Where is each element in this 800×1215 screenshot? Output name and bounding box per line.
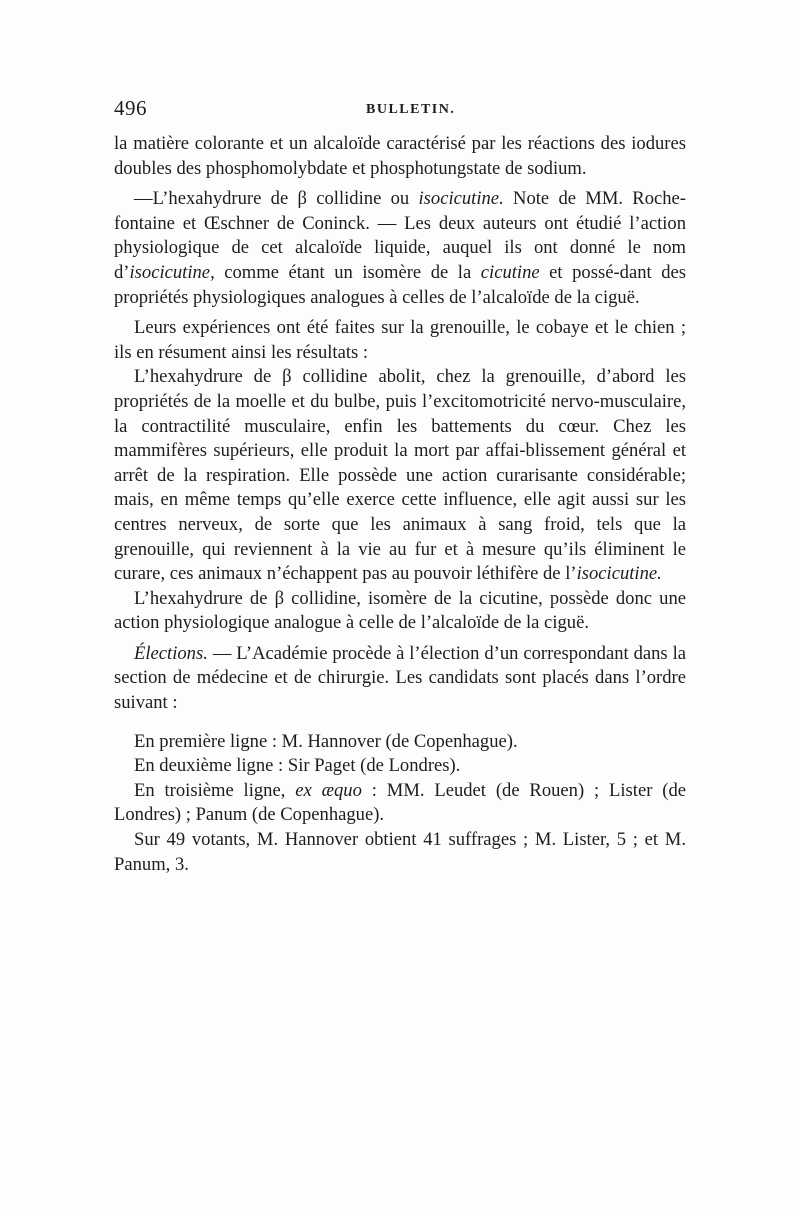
text-run: et possé-dant des propriétés physiologiques analogues à celles de l’alcaloïde de la ciguë. (114, 261, 686, 308)
body-text (114, 132, 686, 877)
paragraph-elections (114, 642, 686, 716)
paragraph-conclusion (114, 587, 686, 636)
text-run: En troisième ligne, (134, 779, 296, 801)
text-run: : MM. Leudet (de Rouen) ; Lister (de Londres) ; Panum (de Copenhague). (114, 779, 686, 826)
italic-text-run: isocicutine. (576, 563, 662, 585)
italic-text-run: cicutine (480, 261, 540, 283)
paragraph-results (114, 365, 686, 586)
candidate-line-1 (114, 730, 686, 755)
page-header (114, 96, 686, 124)
italic-text-run: isocicutine. (418, 188, 504, 210)
text-run: la matière colorante et un alcaloïde caractérisé par les réactions des iodures doubles des phosphomolybdate et phosphotungstate de sodium. (114, 133, 686, 179)
text-run: Note de MM. Roche-fontaine et Œschner de Coninck. — Les deux auteurs ont étudié l’action physiologique de cet alcaloïde liquide, auquel ils ont donné le nom d’ (114, 188, 687, 283)
text-run: Sur 49 votants, M. Hannover obtient 41 suffrages ; M. Lister, 5 ; et M. Panum, 3. (114, 829, 686, 875)
paragraph-experiments (114, 316, 686, 365)
paragraph-continuation (114, 132, 686, 181)
paragraph-isocicutine-note (114, 187, 686, 310)
candidate-line-2 (114, 754, 686, 779)
italic-text-run: isocicutine (129, 261, 211, 283)
text-run: En deuxième ligne : Sir Paget (de Londres). (134, 755, 461, 777)
candidate-line-3 (114, 779, 686, 828)
text-run: —L’hexahydrure de β collidine ou (134, 188, 419, 210)
page-number: 496 (114, 96, 147, 120)
text-run: L’hexahydrure de β collidine, isomère de la cicutine, possède donc une action physiologique analogue à celle de l’alcaloïde de la ciguë. (114, 587, 686, 634)
text-run: , comme étant un isomère de la (210, 261, 481, 283)
italic-text-run: ex æquo (295, 779, 362, 801)
text-run: L’hexahydrure de β collidine abolit, chez la grenouille, d’abord les propriétés de la moelle et du bulbe, puis l’excitomotricité nervo-musculaire, la contractilité musculaire, enfin les battements du cœur. Chez les mammifères supérieurs, elle produit la mort par affai-blissement général et arrêt de la respiration. Elle possède une action curarisante considérable; mais, en même temps qu’elle exerce cette influence, elle agit aussi sur les centres nerveux, de sorte que les animaux à sang froid, tels que la grenouille, qui reviennent à la vie au fur et à mesure qu’ils éliminent le curare, ces animaux n’échappent pas au pouvoir léthifère de l’ (114, 366, 686, 585)
running-head: BULLETIN. (366, 102, 456, 117)
vote-result (114, 828, 686, 877)
text-run: — L’Académie procède à l’élection d’un correspondant dans la section de médecine et de chirurgie. Les candidats sont placés dans l’ordre suivant : (114, 642, 686, 714)
text-run: En première ligne : M. Hannover (de Copenhague). (134, 730, 518, 752)
text-run: Leurs expériences ont été faites sur la grenouille, le cobaye et le chien ; ils en résument ainsi les résultats : (114, 317, 686, 363)
italic-text-run: Élections. (134, 642, 208, 664)
